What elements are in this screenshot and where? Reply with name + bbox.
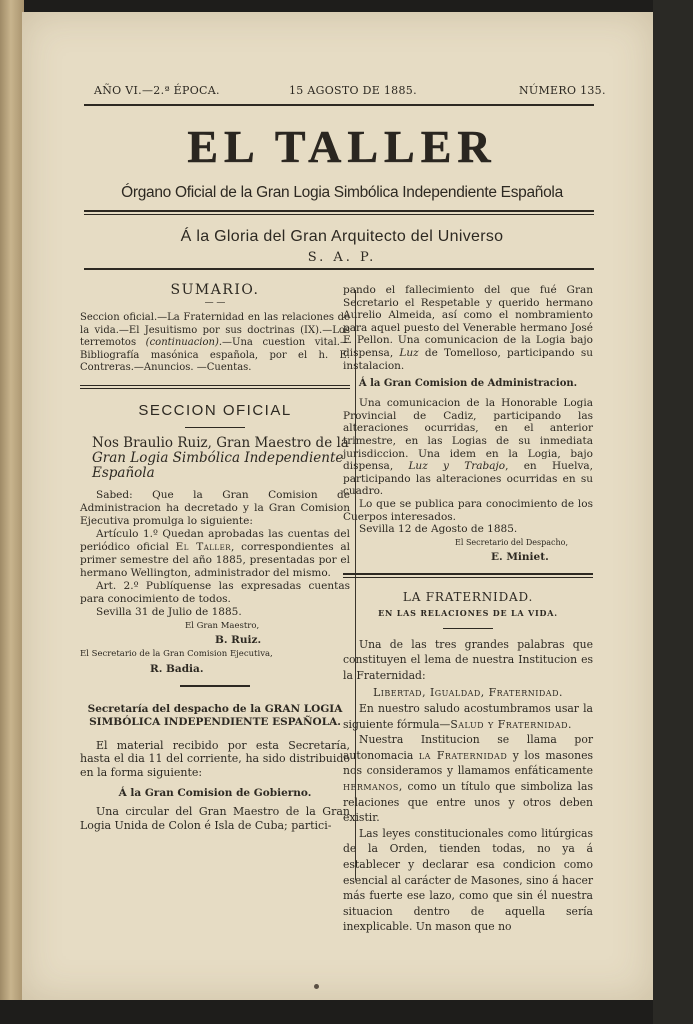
seccion-end-rule	[180, 685, 250, 687]
right-p2	[343, 397, 593, 498]
scan-background-strip	[653, 0, 693, 1024]
motto-abbreviation: S. A. P.	[307, 250, 377, 265]
fraternidad-p3-sc2: hermanos	[343, 780, 399, 794]
book-binding-edge	[0, 0, 24, 1000]
newspaper-subtitle: Órgano Oficial de la Gran Logia Simbólica Independiente Española	[121, 184, 563, 201]
header-rule	[84, 104, 594, 106]
fraternidad-p3-b: y los masones nos consideramos y llamamos enfáticamente	[343, 748, 593, 778]
sumario-rule	[80, 385, 350, 386]
right-sig-name: E. Miniet.	[491, 551, 549, 564]
sig1-name: B. Ruiz.	[215, 634, 262, 647]
sumario-rule-thin	[80, 388, 350, 389]
page-mark	[314, 984, 319, 989]
fraternidad-p2-sc: Salud y Fraternidad.	[450, 717, 572, 731]
decree-intro-italic: Gran Logia Simbólica Independiente Española	[92, 449, 344, 481]
decree-intro	[80, 436, 350, 481]
right-p2-italic: Luz y Trabajo	[408, 460, 506, 473]
masonic-motto: Á la Gloria del Gran Arquitecto del Universo	[180, 228, 504, 245]
right-p2-a: Una comunicacion de la Honorable Logia Provincial de Cadiz, participando las alteraciones ocurridas, en el anterior trimestre, en las Logias de su inmediata jurisdiccion. Una idem en la Logia, bajo dispensa,	[343, 397, 593, 473]
masthead-rule-top-thin	[84, 214, 594, 215]
decree-p1: Sabed: Que la Gran Comision de Administracion ha decretado y la Gran Comision Ejecutiva promulga lo siguiente:	[80, 488, 350, 527]
issue-number: NÚMERO 135.	[519, 84, 606, 97]
sumario-dash: — —	[204, 298, 226, 308]
fraternidad-rule-thin	[343, 577, 593, 578]
fraternidad-p1: Una de las tres grandes palabras que constituyen el lema de nuestra Institucion es la Fraternidad:	[343, 637, 593, 682]
right-p3: Lo que se publica para conocimiento de los Cuerpos interesados.	[343, 497, 593, 523]
decree-p3: Art. 2.º Publíquense las expresadas cuentas para conocimiento de todos.	[80, 579, 350, 605]
right-sub: Á la Gran Comision de Administracion.	[358, 378, 578, 390]
sumario-heading: SUMARIO.	[170, 282, 260, 298]
seccion-oficial-heading: SECCION OFICIAL	[138, 401, 292, 419]
decree-p2-sc: El Taller	[175, 540, 231, 553]
sig2-title: El Secretario de la Gran Comision Ejecutiva,	[80, 648, 273, 659]
sumario-text	[80, 312, 350, 375]
fraternidad-p3-sc1: la Fraternidad	[418, 748, 508, 762]
secretaria-heading: Secretaría del despacho de la GRAN LOGIA SIMBÓLICA INDEPENDIENTE ESPAÑOLA.	[87, 702, 343, 728]
masthead-rule-top	[84, 210, 594, 212]
sig2-name: R. Badia.	[150, 663, 204, 676]
right-p1-a: pando el fallecimiento del que fué Gran Secretario el Respetable y querido hermano Aurelio Almeida, así como el nombramiento para aquel puesto del Venerable hermano José F. Pellon. Una comunicacion de la Logia bajo dispensa,	[343, 284, 593, 359]
right-p1-italic: Luz	[399, 346, 419, 359]
decree-p2-b: , correspondientes al primer semestre del año 1885, presentadas por el hermano Wellington, administrador del mismo.	[80, 540, 350, 579]
decree-p2	[80, 528, 350, 580]
sig1-title: El Gran Maestro,	[185, 620, 260, 631]
fraternidad-rule	[343, 573, 593, 575]
right-date: Sevilla 12 de Agosto de 1885.	[359, 523, 518, 536]
sumario-text-italic: (continuacion).	[145, 337, 223, 349]
fraternidad-heading: LA FRATERNIDAD.	[402, 589, 534, 604]
seccion-oficial-rule	[185, 427, 245, 428]
decree-intro-a: Nos Braulio Ruiz, Gran Maestro de la	[92, 434, 349, 451]
decree-date: Sevilla 31 de Julio de 1885.	[96, 605, 242, 618]
right-p1-b: de Tomelloso, participando su instalacion.	[343, 346, 593, 372]
secretaria-p2: Una circular del Gran Maestro de la Gran Logia Unida de Colon é Isla de Cuba; partici-	[80, 805, 350, 832]
secretaria-sub1: Á la Gran Comision de Gobierno.	[118, 787, 312, 800]
left-column	[80, 280, 350, 832]
newspaper-page	[22, 12, 653, 1000]
header-row	[94, 84, 606, 104]
fraternidad-motto: Libertad, Igualdad, Fraternidad.	[373, 686, 563, 700]
fraternidad-p3-a: Nuestra Institucion se llama por autonomacia	[343, 733, 593, 762]
sumario-text-b: —Una cuestion vital.—Bibliografía masónica española, por el h. E. Contreras.—Anuncios. —Cuentas.	[80, 337, 350, 374]
secretaria-p1: El material recibido por esta Secretaría, hasta el dia 11 del corriente, ha sido distribuido en la forma siguiente:	[80, 738, 350, 779]
fraternidad-subheading: EN LAS RELACIONES DE LA VIDA.	[378, 607, 558, 618]
newspaper-title: EL TALLER	[187, 121, 497, 172]
fraternidad-short-rule	[443, 628, 493, 629]
fraternidad-p4: Las leyes constitucionales como litúrgicas de la Orden, tienden todas, no ya á establecer y declarar esa condicion como esencial al carácter de Masones, sino á hacer más fuerte ese lazo, como que sin él nuestra situacion dentro de aquella sería inexplicable. Un mason que no	[343, 826, 593, 934]
right-column	[343, 284, 593, 935]
sumario-text-a: Seccion oficial.—La Fraternidad en las relaciones de la vida.—El Jesuitismo por sus doctrinas (IX).—Los terremotos	[80, 312, 350, 349]
fraternidad-p2-a: En nuestro saludo acostumbramos usar la siguiente fórmula—	[343, 702, 593, 731]
masthead-rule-bottom	[84, 268, 594, 270]
fraternidad-p2	[343, 701, 593, 732]
fraternidad-p3	[343, 732, 593, 826]
right-sig-title: El Secretario del Despacho,	[455, 537, 569, 547]
fraternidad-p3-c: , como un título que simboliza las relaciones que entre unos y otros deben existir.	[343, 780, 593, 825]
year-epoch: AÑO VI.—2.ª ÉPOCA.	[94, 84, 220, 97]
right-p2-b: , en Huelva, participando las alteraciones ocurridas en su cuadro.	[343, 460, 593, 498]
decree-p2-a: Artículo 1.º Quedan aprobadas las cuentas del periódico oficial	[80, 527, 350, 553]
right-p1	[343, 284, 593, 372]
issue-date: 15 AGOSTO DE 1885.	[289, 84, 417, 97]
